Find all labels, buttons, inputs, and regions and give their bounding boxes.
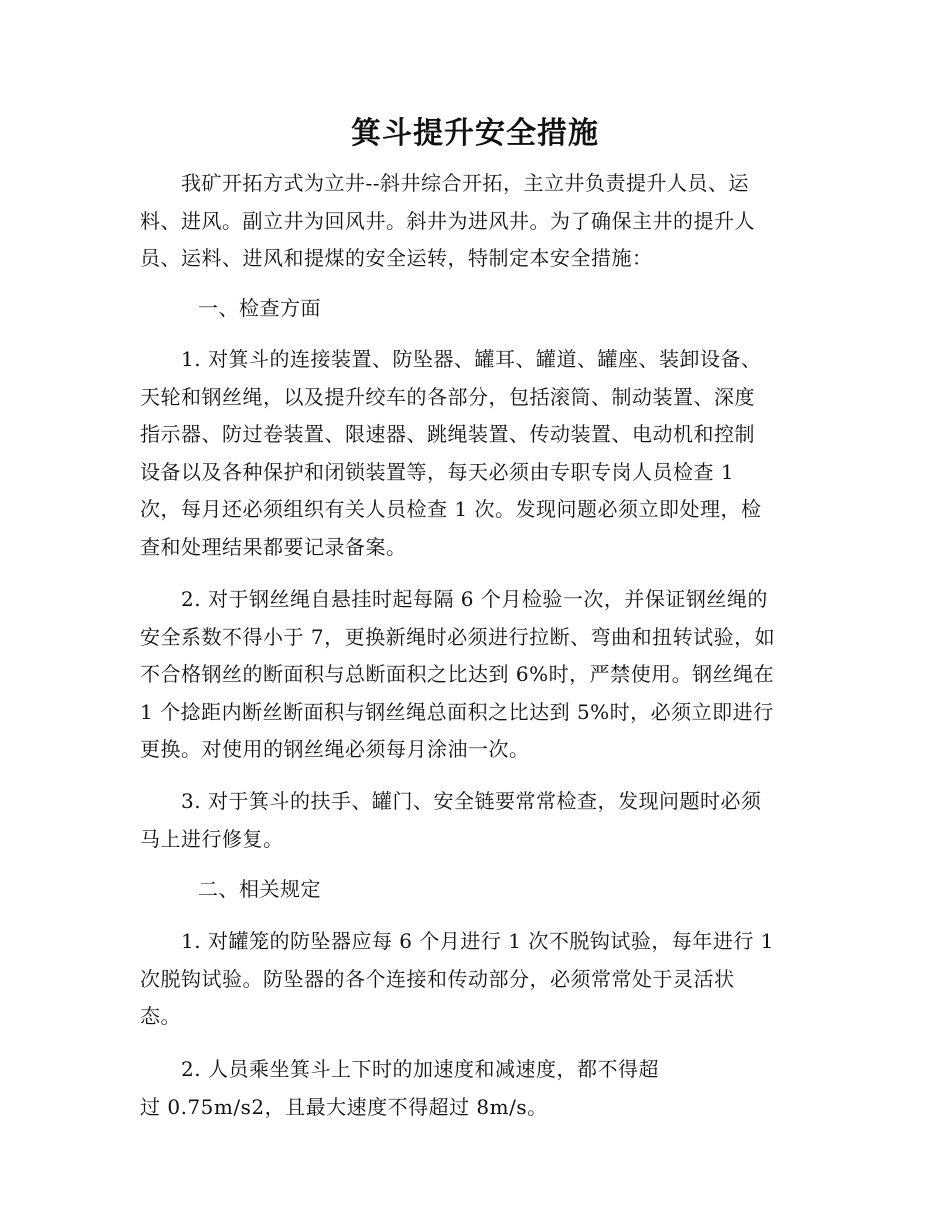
text-line: 更换。对使用的钢丝绳必须每月涂油一次。 xyxy=(140,737,530,761)
regulation-item-2 xyxy=(140,1051,812,1126)
text-line: 次脱钩试验。防坠器的各个连接和传动部分，必须常常处于灵活状 xyxy=(140,966,735,991)
text-line: 指示器、防过卷装置、限速器、跳绳装置、传动装置、电动机和控制 xyxy=(140,422,755,446)
text-line: 过 0.75m/s2，且最大速度不得超过 8m/s。 xyxy=(140,1094,548,1119)
text-line: 安全系数不得小于 7，更换新绳时必须进行拉断、弯曲和扭转试验，如 xyxy=(140,624,776,649)
regulation-item-1 xyxy=(140,923,812,1036)
document-title: 箕斗提升安全措施 xyxy=(351,116,599,151)
text-line: 不合格钢丝的断面积与总断面积之比达到 6%时，严禁使用。钢丝绳在 xyxy=(140,662,775,686)
text-line: 1. 对罐笼的防坠器应每 6 个月进行 1 次不脱钩试验，每年进行 1 xyxy=(140,929,774,953)
text-line: 天轮和钢丝绳，以及提升绞车的各部分，包括滚筒、制动装置、深度 xyxy=(140,384,755,409)
text-line: 马上进行修复。 xyxy=(140,826,284,851)
inspection-item-1 xyxy=(140,341,812,566)
text-line: 态。 xyxy=(140,1004,181,1028)
text-line: 员、运料、进风和提煤的安全运转，特制定本安全措施： xyxy=(140,246,653,270)
section-heading-regulations: 二、相关规定 xyxy=(198,877,321,901)
text-line: 我矿开拓方式为立井--斜井综合开拓，主立井负责提升人员、运 xyxy=(140,171,750,195)
text-line: 料、进风。副立井为回风井。斜井为进风井。为了确保主井的提升人 xyxy=(140,208,755,233)
text-line: 2. 对于钢丝绳自悬挂时起每隔 6 个月检验一次，并保证钢丝绳的 xyxy=(140,587,768,611)
section-heading-inspection: 一、检查方面 xyxy=(198,296,321,320)
text-line: 设备以及各种保护和闭锁装置等，每天必须由专职专岗人员检查 1 xyxy=(140,459,735,484)
inspection-item-2 xyxy=(140,581,812,769)
text-line: 次，每月还必须组织有关人员检查 1 次。发现问题必须立即处理，检 xyxy=(140,497,762,521)
text-line: 查和处理结果都要记录备案。 xyxy=(140,534,407,559)
text-line: 3. 对于箕斗的扶手、罐门、安全链要常常检查，发现问题时必须 xyxy=(140,789,762,813)
text-line: 1. 对箕斗的连接装置、防坠器、罐耳、罐道、罐座、装卸设备、 xyxy=(140,347,762,371)
inspection-item-3 xyxy=(140,783,812,858)
text-line: 2. 人员乘坐箕斗上下时的加速度和减速度，都不得超 xyxy=(140,1057,659,1081)
text-line: 1 个捻距内断丝断面积与钢丝绳总面积之比达到 5%时，必须立即进行 xyxy=(140,699,774,724)
intro-paragraph xyxy=(140,165,812,278)
